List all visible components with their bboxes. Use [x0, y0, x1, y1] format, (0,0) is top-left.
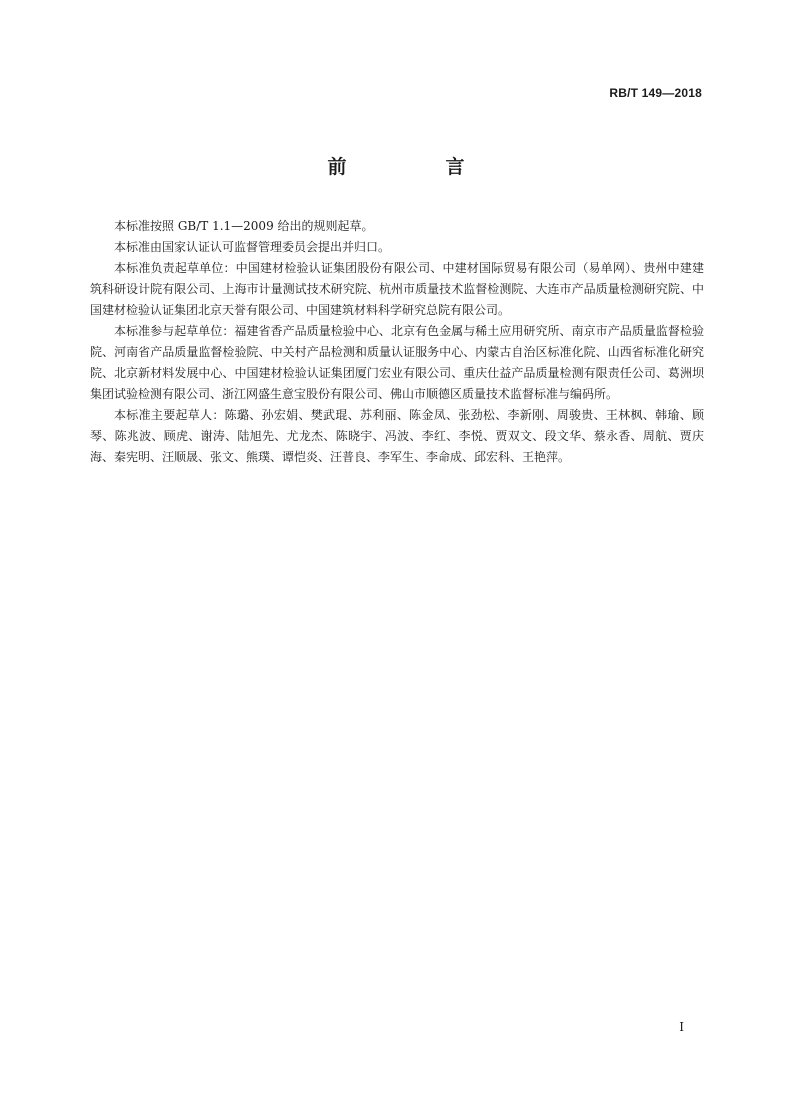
page-number: I — [679, 1020, 684, 1034]
document-code: RB/T 149—2018 — [609, 86, 702, 100]
paragraph-lead-drafters: 本标准负责起草单位：中国建材检验认证集团股份有限公司、中建材国际贸易有限公司（易单网）、贵州中建建筑科研设计院有限公司、上海市计量测试技术研究院、杭州市质量技术监督检测院、大连市产品质量检测研究院、中国建材检验认证集团北京天誉有限公司、中国建筑材料科学研究总院有限公司。 — [90, 261, 704, 317]
page-title: 前 言 — [327, 156, 505, 178]
foreword-body — [90, 216, 704, 468]
paragraph-main-drafters: 本标准主要起草人：陈璐、孙宏娟、樊武琨、苏利丽、陈金凤、张劲松、李新刚、周骏贵、王林枫、韩瑜、顾琴、陈兆波、顾虎、谢涛、陆旭先、尤龙杰、陈晓宇、冯波、李红、李悦、贾双文、段文华、蔡永香、周航、贾庆海、秦宪明、汪顺晟、张文、熊璞、谭恺炎、汪普良、李军生、李命成、邱宏科、王艳萍。 — [90, 408, 704, 464]
paragraph-drafting-rules: 本标准按照 GB/T 1.1—2009 给出的规则起草。 — [114, 219, 374, 233]
paragraph-proposer: 本标准由国家认证认可监督管理委员会提出并归口。 — [114, 240, 391, 254]
paragraph-participating-drafters: 本标准参与起草单位：福建省香产品质量检验中心、北京有色金属与稀土应用研究所、南京市产品质量监督检验院、河南省产品质量监督检验院、中关村产品检测和质量认证服务中心、内蒙古自治区标准化院、山西省标准化研究院、北京新材料发展中心、中国建材检验认证集团厦门宏业有限公司、重庆仕益产品质量检测有限责任公司、葛洲坝集团试验检测有限公司、浙江网盛生意宝股份有限公司、佛山市顺德区质量技术监督标准与编码所。 — [90, 324, 704, 401]
